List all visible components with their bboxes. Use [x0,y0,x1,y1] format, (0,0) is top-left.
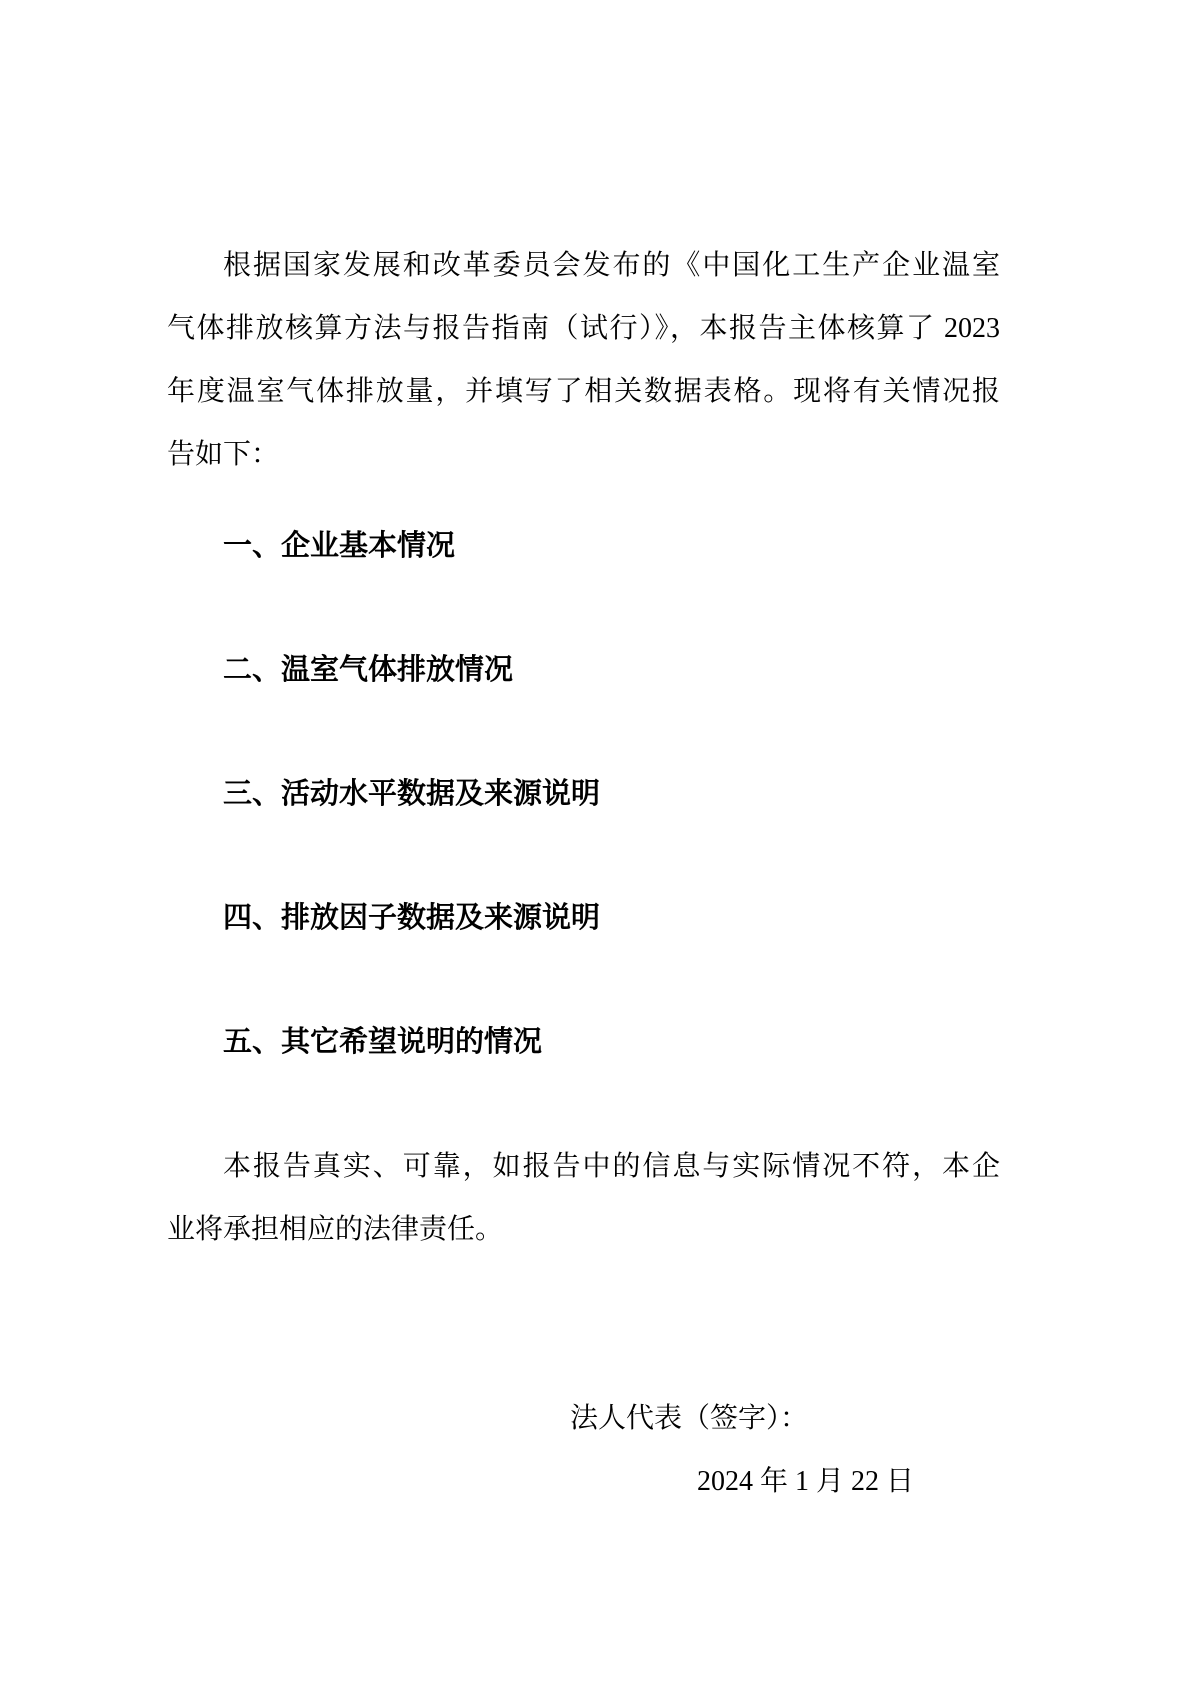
signature-label: 法人代表（签字）： [570,1403,809,1434]
section-heading-4: 四、排放因子数据及来源说明 [223,902,601,934]
section-heading-2: 二、温室气体排放情况 [223,654,514,686]
intro-line-2: 气体排放核算方法与报告指南（试行）》，本报告主体核算了 2023 [167,313,1000,344]
intro-paragraph [167,234,1000,486]
declaration-line-2: 业将承担相应的法律责任。 [167,1214,504,1245]
section-heading-1: 一、企业基本情况 [223,530,456,562]
declaration-line-1: 本报告真实、可靠，如报告中的信息与实际情况不符，本企 [223,1151,1000,1182]
document-content [167,234,1000,1513]
date-text: 2024 年 1 月 22 日 [697,1466,915,1497]
section-heading-3: 三、活动水平数据及来源说明 [223,778,601,810]
intro-line-4: 告如下： [167,439,280,470]
section-heading-5: 五、其它希望说明的情况 [223,1026,543,1058]
intro-line-1: 根据国家发展和改革委员会发布的《中国化工生产企业温室 [223,250,1000,281]
intro-line-3: 年度温室气体排放量，并填写了相关数据表格。现将有关情况报 [167,376,1000,407]
declaration-paragraph [167,1135,1000,1261]
